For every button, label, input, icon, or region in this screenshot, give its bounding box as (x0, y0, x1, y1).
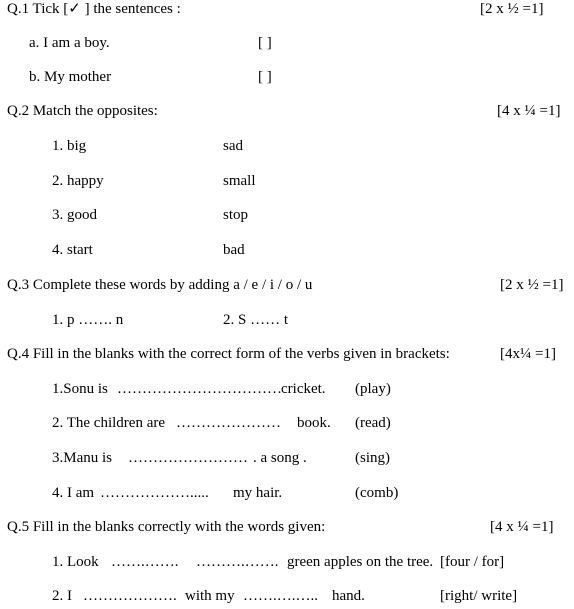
q5-2-hint: [right/ write] (440, 588, 518, 604)
q4-2-blank: ………………… (176, 415, 281, 431)
q5-1-hint: [four / for] (440, 554, 505, 570)
q4-2-after: book. (297, 415, 331, 431)
q1-prompt: Q.1 Tick [✓ ] the sentences : (7, 1, 181, 17)
q4-3-blank: …………………… (128, 450, 248, 466)
q4-2-hint: (read) (355, 415, 391, 431)
q5-2-b: ………………. (83, 588, 177, 604)
q1-item-a-bracket: [ ] (258, 35, 272, 51)
q2-right-3: stop (223, 207, 249, 223)
q3-marks: [2 x ½ =1] (500, 277, 564, 293)
q4-2-before: 2. The children are (52, 415, 166, 431)
q5-2-e: hand. (332, 588, 365, 604)
q5-2-d: …….….….. (243, 588, 318, 604)
q5-1-b: …….……. (111, 554, 179, 570)
q4-4-before: 4. I am (52, 485, 95, 501)
q4-prompt: Q.4 Fill in the blanks with the correct form of the verbs given in brackets: (7, 346, 450, 362)
q2-right-1: sad (223, 138, 243, 154)
q4-3-before: 3.Manu is (52, 450, 112, 466)
q4-4-hint: (comb) (355, 485, 399, 501)
q2-left-3: 3. good (52, 207, 97, 223)
q2-right-4: bad (223, 242, 245, 258)
q1-item-b: b. My mother (29, 69, 112, 85)
q2-left-1: 1. big (52, 138, 87, 154)
q4-4-after: my hair. (233, 485, 283, 501)
q2-left-4: 4. start (52, 242, 93, 258)
q5-prompt: Q.5 Fill in the blanks correctly with the words given: (7, 519, 326, 535)
q4-3-after: . a song . (253, 450, 307, 466)
q3-item-1: 1. p ……. n (52, 312, 124, 328)
q5-1-a: 1. Look (52, 554, 99, 570)
q2-prompt: Q.2 Match the opposites: (7, 103, 158, 119)
q5-2-a: 2. I (52, 588, 72, 604)
q2-right-2: small (223, 173, 256, 189)
q3-prompt: Q.3 Complete these words by adding a / e / i / o / u (7, 277, 313, 293)
q4-4-blank: ………………..... (100, 485, 209, 501)
q5-1-c: ……….……. (196, 554, 279, 570)
q1-marks: [2 x ½ =1] (480, 1, 544, 17)
q5-2-c: with my (185, 588, 235, 604)
q4-marks: [4x¼ =1] (500, 346, 556, 362)
q2-left-2: 2. happy (52, 173, 104, 189)
q4-1-hint: (play) (355, 381, 391, 397)
q5-marks: [4 x ¼ =1] (490, 519, 554, 535)
q4-1-after: cricket. (281, 381, 326, 397)
q1-item-a: a. I am a boy. (29, 35, 110, 51)
q5-1-d: green apples on the tree. (287, 554, 434, 570)
q1-item-b-bracket: [ ] (258, 69, 272, 85)
q4-3-hint: (sing) (355, 450, 390, 466)
q3-item-2: 2. S …… t (223, 312, 289, 328)
q4-1-blank: …………………………… (117, 381, 282, 397)
q2-marks: [4 x ¼ =1] (497, 103, 561, 119)
q4-1-before: 1.Sonu is (52, 381, 108, 397)
